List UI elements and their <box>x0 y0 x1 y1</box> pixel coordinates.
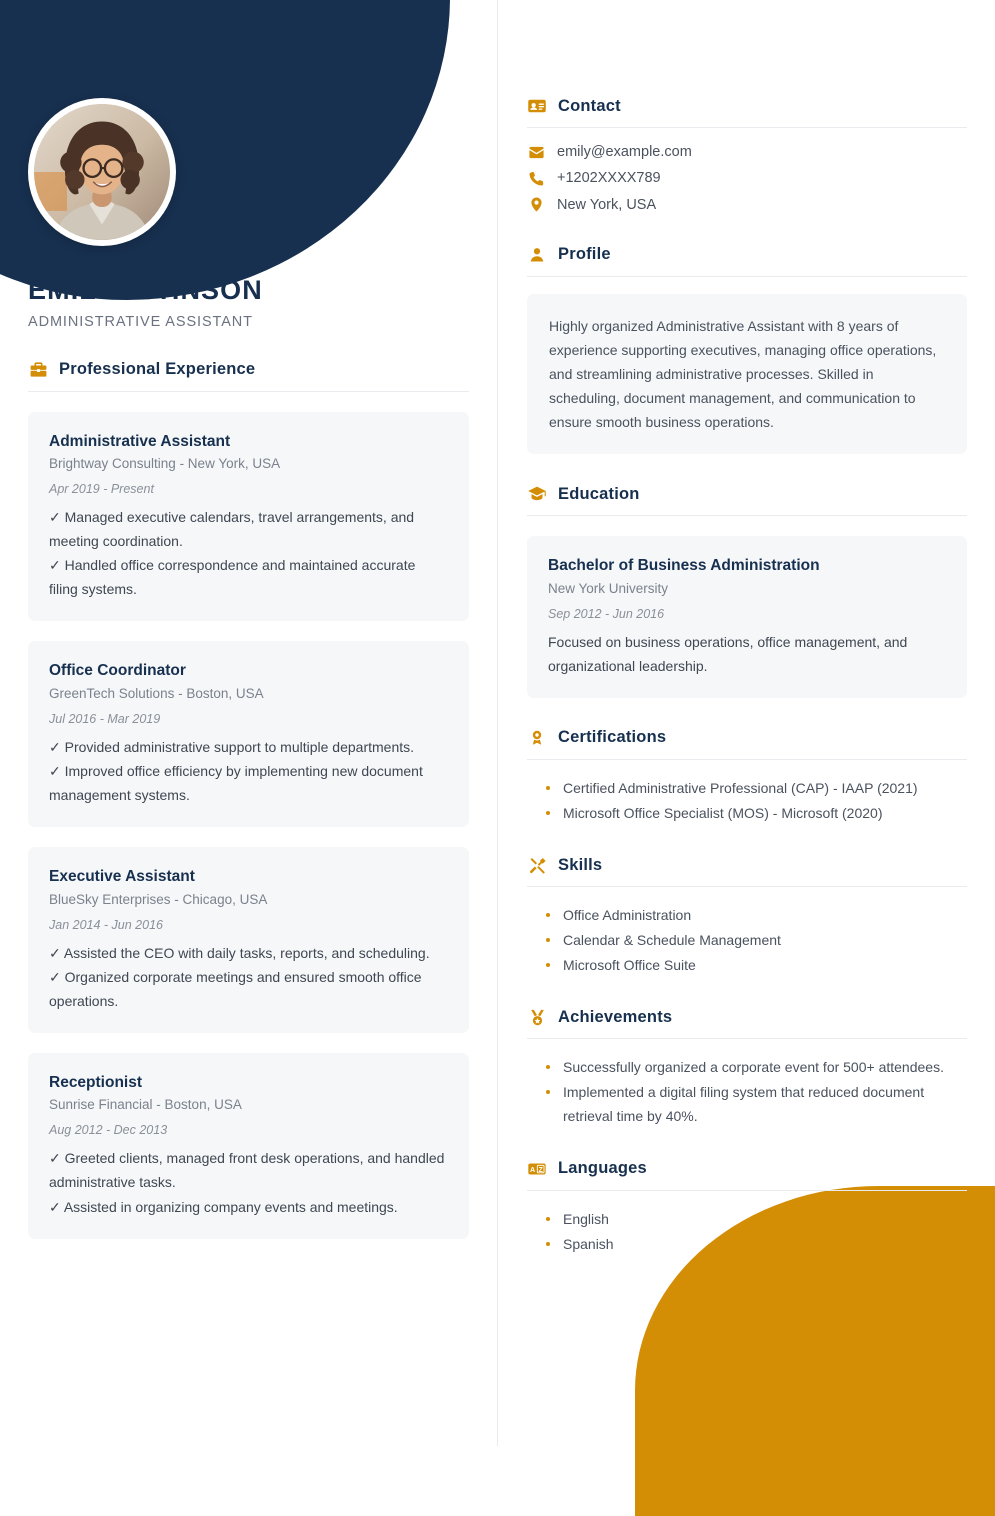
skills-list <box>527 903 967 977</box>
section-header <box>527 245 967 276</box>
right-column <box>497 0 995 1446</box>
left-column <box>0 0 497 1446</box>
section-certifications <box>527 728 967 825</box>
section-languages <box>527 1159 967 1256</box>
job-role: Administrative Assistant <box>49 432 231 450</box>
job-dates: Jan 2014 - Jun 2016 <box>49 917 163 932</box>
section-header <box>527 855 967 886</box>
crossed-tools-icon <box>527 855 547 875</box>
achievements-list <box>527 1055 967 1128</box>
job-company: Brightway Consulting - New York, USA <box>49 456 281 472</box>
section-divider <box>527 1038 967 1039</box>
page-title: EMILY JOHNSON <box>28 275 263 305</box>
profile-summary: Highly organized Administrative Assistant with 8 years of experience supporting executives, managing office operations, and streamlining administrative processes. Skilled in scheduling, document management, and communication to ensure smooth business operations. <box>527 294 967 454</box>
translate-icon <box>527 1159 547 1179</box>
education-item <box>527 536 967 698</box>
experience-item <box>28 412 469 622</box>
education-degree: Bachelor of Business Administration <box>548 557 820 575</box>
list-item: Calendar & Schedule Management <box>563 928 967 952</box>
location-pin-icon <box>527 196 545 214</box>
section-title: Languages <box>558 1159 647 1178</box>
education-dates: Sep 2012 - Jun 2016 <box>548 606 665 621</box>
contact-list <box>527 142 967 215</box>
job-title: ADMINISTRATIVE ASSISTANT <box>28 313 253 330</box>
job-dates: Aug 2012 - Dec 2013 <box>49 1123 168 1138</box>
job-bullets <box>49 1146 447 1218</box>
list-item: Office Administration <box>563 903 967 927</box>
experience-item <box>28 1053 469 1239</box>
job-bullet: ✓ Assisted the CEO with daily tasks, reports, and scheduling. <box>49 944 430 961</box>
job-company: BlueSky Enterprises - Chicago, USA <box>49 891 268 907</box>
section-title: Education <box>558 484 640 503</box>
education-description: Focused on business operations, office management, and organizational leadership. <box>548 633 908 674</box>
section-skills <box>527 855 967 977</box>
job-bullets <box>49 505 447 601</box>
experience-item <box>28 847 469 1033</box>
section-header <box>527 1159 967 1190</box>
job-bullet: ✓ Assisted in organizing company events and meetings. <box>49 1198 398 1215</box>
contact-email-value: emily@example.com <box>557 144 692 160</box>
medal-icon <box>527 1007 547 1027</box>
id-card-icon <box>527 96 547 116</box>
person-icon <box>527 245 547 265</box>
experience-item <box>28 641 469 827</box>
contact-email-row[interactable] <box>527 142 967 162</box>
job-bullet: ✓ Organized corporate meetings and ensured smooth office operations. <box>49 968 422 1009</box>
contact-phone-row[interactable] <box>527 168 967 188</box>
phone-icon <box>527 169 545 187</box>
section-profile <box>527 245 967 454</box>
svg-text:Z: Z <box>538 1165 543 1174</box>
section-title: Skills <box>558 855 603 874</box>
job-role: Receptionist <box>49 1073 143 1091</box>
job-bullet: ✓ Provided administrative support to multiple departments. <box>49 738 415 755</box>
section-divider <box>28 391 469 392</box>
section-header <box>527 96 967 127</box>
certifications-list <box>527 776 967 825</box>
section-title: Profile <box>558 245 611 264</box>
education-school: New York University <box>548 580 669 596</box>
job-company: GreenTech Solutions - Boston, USA <box>49 685 264 701</box>
list-item: Successfully organized a corporate event for 500+ attendees. <box>563 1055 967 1079</box>
section-divider <box>527 515 967 516</box>
section-title: Professional Experience <box>59 360 256 379</box>
list-item: Spanish <box>563 1232 967 1256</box>
avatar <box>28 98 176 246</box>
section-title: Certifications <box>558 728 667 747</box>
job-bullet: ✓ Handled office correspondence and maintained accurate filing systems. <box>49 557 416 598</box>
section-divider <box>527 127 967 128</box>
section-header <box>527 728 967 759</box>
list-item: Certified Administrative Professional (CAP) - IAAP (2021) <box>563 776 967 800</box>
briefcase-icon <box>28 360 48 380</box>
column-divider <box>497 0 498 1446</box>
section-title: Contact <box>558 96 621 115</box>
section-divider <box>527 1190 967 1191</box>
profile-photo <box>34 104 170 240</box>
job-dates: Apr 2019 - Present <box>49 482 154 497</box>
graduation-cap-icon <box>527 484 547 504</box>
section-title: Achievements <box>558 1007 673 1026</box>
languages-list <box>527 1207 967 1256</box>
section-header <box>527 484 967 515</box>
job-bullet: ✓ Greeted clients, managed front desk operations, and handled administrative tasks. <box>49 1150 445 1191</box>
section-professional-experience <box>28 360 469 1239</box>
contact-location-value: New York, USA <box>557 196 657 213</box>
list-item: Microsoft Office Specialist (MOS) - Microsoft (2020) <box>563 801 967 825</box>
list-item: English <box>563 1207 967 1231</box>
section-education <box>527 484 967 698</box>
job-bullets <box>49 941 447 1013</box>
job-bullet: ✓ Improved office efficiency by implementing new document management systems. <box>49 763 423 804</box>
contact-phone-value: +1202XXXX789 <box>557 170 661 187</box>
section-divider <box>527 886 967 887</box>
job-company: Sunrise Financial - Boston, USA <box>49 1097 242 1113</box>
job-dates: Jul 2016 - Mar 2019 <box>49 712 161 727</box>
envelope-icon <box>527 143 545 161</box>
svg-text:A: A <box>529 1165 536 1174</box>
job-role: Executive Assistant <box>49 868 195 886</box>
contact-location-row[interactable] <box>527 195 967 215</box>
job-role: Office Coordinator <box>49 662 186 680</box>
section-header <box>527 1007 967 1038</box>
job-bullets <box>49 735 447 807</box>
section-achievements <box>527 1007 967 1128</box>
section-header <box>28 360 469 391</box>
award-ribbon-icon <box>527 728 547 748</box>
list-item: Implemented a digital filing system that reduced document retrieval time by 40%. <box>563 1080 967 1128</box>
section-contact <box>527 96 967 215</box>
list-item: Microsoft Office Suite <box>563 953 967 977</box>
job-bullet: ✓ Managed executive calendars, travel arrangements, and meeting coordination. <box>49 509 415 550</box>
section-divider <box>527 759 967 760</box>
section-divider <box>527 276 967 277</box>
